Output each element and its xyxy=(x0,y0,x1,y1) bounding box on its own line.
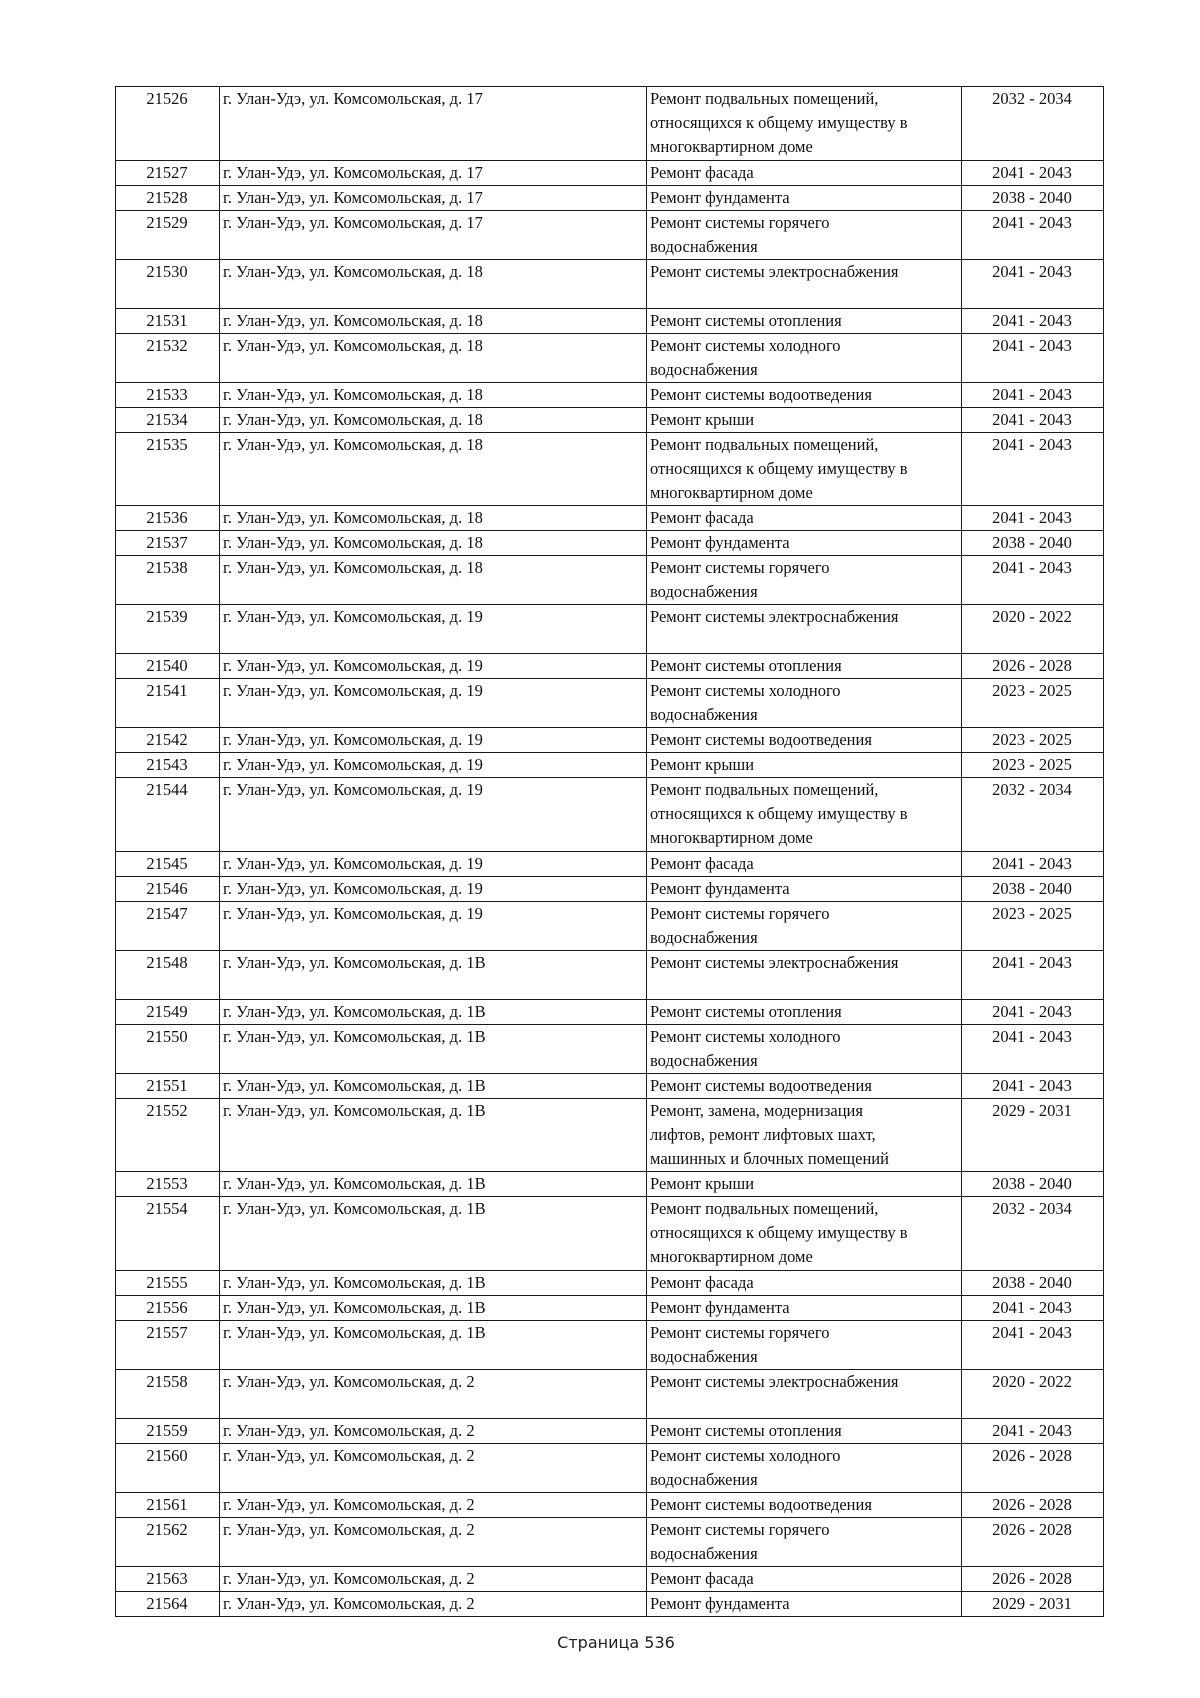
row-work-type: Ремонт фундамента xyxy=(647,1295,962,1320)
row-work-type: Ремонт системы горячего водоснабжения xyxy=(647,556,962,605)
row-number: 21539 xyxy=(116,605,220,654)
row-work-type: Ремонт системы электроснабжения xyxy=(647,950,962,999)
row-number: 21551 xyxy=(116,1073,220,1098)
row-period: 2041 - 2043 xyxy=(962,950,1104,999)
row-work-type: Ремонт системы горячего водоснабжения xyxy=(647,210,962,259)
row-number: 21543 xyxy=(116,753,220,778)
row-address: г. Улан-Удэ, ул. Комсомольская, д. 19 xyxy=(220,876,647,901)
table-row xyxy=(116,185,1104,210)
row-address: г. Улан-Удэ, ул. Комсомольская, д. 1В xyxy=(220,950,647,999)
row-period: 2038 - 2040 xyxy=(962,1270,1104,1295)
table-row xyxy=(116,1172,1104,1197)
row-address: г. Улан-Удэ, ул. Комсомольская, д. 2 xyxy=(220,1369,647,1418)
row-address: г. Улан-Удэ, ул. Комсомольская, д. 1В xyxy=(220,1024,647,1073)
row-period: 2026 - 2028 xyxy=(962,654,1104,679)
row-work-type: Ремонт крыши xyxy=(647,753,962,778)
row-number: 21535 xyxy=(116,432,220,506)
row-number: 21564 xyxy=(116,1591,220,1616)
row-work-type: Ремонт системы водоотведения xyxy=(647,1492,962,1517)
table-row xyxy=(116,654,1104,679)
row-period: 2038 - 2040 xyxy=(962,185,1104,210)
row-number: 21555 xyxy=(116,1270,220,1295)
row-number: 21528 xyxy=(116,185,220,210)
table-row xyxy=(116,1320,1104,1369)
row-number: 21540 xyxy=(116,654,220,679)
table-row xyxy=(116,950,1104,999)
row-work-type: Ремонт подвальных помещений, относящихся к общему имуществу в многоквартирном доме xyxy=(647,1197,962,1271)
table-row xyxy=(116,308,1104,333)
table-row xyxy=(116,728,1104,753)
row-number: 21544 xyxy=(116,778,220,852)
table-row xyxy=(116,1073,1104,1098)
row-address: г. Улан-Удэ, ул. Комсомольская, д. 2 xyxy=(220,1418,647,1443)
row-number: 21537 xyxy=(116,531,220,556)
row-address: г. Улан-Удэ, ул. Комсомольская, д. 18 xyxy=(220,531,647,556)
row-address: г. Улан-Удэ, ул. Комсомольская, д. 18 xyxy=(220,506,647,531)
table-row xyxy=(116,1443,1104,1492)
row-number: 21563 xyxy=(116,1566,220,1591)
table-row xyxy=(116,999,1104,1024)
row-address: г. Улан-Удэ, ул. Комсомольская, д. 1В xyxy=(220,1073,647,1098)
row-period: 2029 - 2031 xyxy=(962,1591,1104,1616)
row-number: 21531 xyxy=(116,308,220,333)
row-work-type: Ремонт системы холодного водоснабжения xyxy=(647,1024,962,1073)
row-address: г. Улан-Удэ, ул. Комсомольская, д. 2 xyxy=(220,1443,647,1492)
table-row xyxy=(116,1369,1104,1418)
row-period: 2041 - 2043 xyxy=(962,999,1104,1024)
row-work-type: Ремонт системы водоотведения xyxy=(647,1073,962,1098)
row-work-type: Ремонт системы водоотведения xyxy=(647,728,962,753)
row-period: 2041 - 2043 xyxy=(962,382,1104,407)
table-row xyxy=(116,210,1104,259)
row-address: г. Улан-Удэ, ул. Комсомольская, д. 17 xyxy=(220,210,647,259)
row-address: г. Улан-Удэ, ул. Комсомольская, д. 1В xyxy=(220,1295,647,1320)
table-row xyxy=(116,556,1104,605)
row-work-type: Ремонт фундамента xyxy=(647,531,962,556)
row-period: 2023 - 2025 xyxy=(962,901,1104,950)
table-row xyxy=(116,1197,1104,1271)
row-period: 2041 - 2043 xyxy=(962,1320,1104,1369)
row-address: г. Улан-Удэ, ул. Комсомольская, д. 18 xyxy=(220,333,647,382)
row-address: г. Улан-Удэ, ул. Комсомольская, д. 1В xyxy=(220,1320,647,1369)
row-period: 2041 - 2043 xyxy=(962,308,1104,333)
row-number: 21536 xyxy=(116,506,220,531)
row-work-type: Ремонт системы горячего водоснабжения xyxy=(647,1320,962,1369)
row-period: 2038 - 2040 xyxy=(962,531,1104,556)
table-row xyxy=(116,1492,1104,1517)
table-row xyxy=(116,160,1104,185)
table-row xyxy=(116,901,1104,950)
row-work-type: Ремонт фасада xyxy=(647,1566,962,1591)
row-number: 21550 xyxy=(116,1024,220,1073)
row-address: г. Улан-Удэ, ул. Комсомольская, д. 2 xyxy=(220,1591,647,1616)
table-row xyxy=(116,506,1104,531)
row-work-type: Ремонт системы отопления xyxy=(647,1418,962,1443)
row-period: 2032 - 2034 xyxy=(962,778,1104,852)
row-work-type: Ремонт системы водоотведения xyxy=(647,382,962,407)
row-number: 21556 xyxy=(116,1295,220,1320)
row-number: 21533 xyxy=(116,382,220,407)
row-work-type: Ремонт системы холодного водоснабжения xyxy=(647,1443,962,1492)
row-address: г. Улан-Удэ, ул. Комсомольская, д. 1В xyxy=(220,1098,647,1172)
row-address: г. Улан-Удэ, ул. Комсомольская, д. 1В xyxy=(220,999,647,1024)
row-address: г. Улан-Удэ, ул. Комсомольская, д. 2 xyxy=(220,1566,647,1591)
row-number: 21542 xyxy=(116,728,220,753)
row-period: 2041 - 2043 xyxy=(962,210,1104,259)
table-row xyxy=(116,1295,1104,1320)
row-period: 2032 - 2034 xyxy=(962,87,1104,161)
row-number: 21541 xyxy=(116,679,220,728)
row-period: 2032 - 2034 xyxy=(962,1197,1104,1271)
row-address: г. Улан-Удэ, ул. Комсомольская, д. 18 xyxy=(220,308,647,333)
row-work-type: Ремонт системы горячего водоснабжения xyxy=(647,1517,962,1566)
table-row xyxy=(116,259,1104,308)
row-work-type: Ремонт фасада xyxy=(647,1270,962,1295)
row-period: 2041 - 2043 xyxy=(962,333,1104,382)
row-address: г. Улан-Удэ, ул. Комсомольская, д. 18 xyxy=(220,259,647,308)
row-address: г. Улан-Удэ, ул. Комсомольская, д. 18 xyxy=(220,556,647,605)
row-work-type: Ремонт крыши xyxy=(647,407,962,432)
table-row xyxy=(116,382,1104,407)
row-work-type: Ремонт системы холодного водоснабжения xyxy=(647,679,962,728)
work-schedule-table xyxy=(115,86,1104,1617)
row-number: 21557 xyxy=(116,1320,220,1369)
table-row xyxy=(116,1024,1104,1073)
row-number: 21560 xyxy=(116,1443,220,1492)
table-row xyxy=(116,407,1104,432)
row-period: 2026 - 2028 xyxy=(962,1566,1104,1591)
row-period: 2041 - 2043 xyxy=(962,160,1104,185)
row-work-type: Ремонт фасада xyxy=(647,506,962,531)
page-number: Страница 536 xyxy=(557,1633,675,1652)
row-work-type: Ремонт системы горячего водоснабжения xyxy=(647,901,962,950)
row-address: г. Улан-Удэ, ул. Комсомольская, д. 2 xyxy=(220,1492,647,1517)
row-work-type: Ремонт системы электроснабжения xyxy=(647,259,962,308)
row-address: г. Улан-Удэ, ул. Комсомольская, д. 1В xyxy=(220,1172,647,1197)
row-work-type: Ремонт фундамента xyxy=(647,1591,962,1616)
row-address: г. Улан-Удэ, ул. Комсомольская, д. 18 xyxy=(220,432,647,506)
row-number: 21527 xyxy=(116,160,220,185)
row-work-type: Ремонт системы отопления xyxy=(647,654,962,679)
row-address: г. Улан-Удэ, ул. Комсомольская, д. 19 xyxy=(220,851,647,876)
row-period: 2041 - 2043 xyxy=(962,851,1104,876)
row-number: 21552 xyxy=(116,1098,220,1172)
row-number: 21532 xyxy=(116,333,220,382)
row-period: 2041 - 2043 xyxy=(962,1295,1104,1320)
table-row xyxy=(116,87,1104,161)
row-address: г. Улан-Удэ, ул. Комсомольская, д. 19 xyxy=(220,778,647,852)
row-work-type: Ремонт подвальных помещений, относящихся к общему имуществу в многоквартирном доме xyxy=(647,432,962,506)
table-row xyxy=(116,432,1104,506)
row-number: 21553 xyxy=(116,1172,220,1197)
table-row xyxy=(116,1270,1104,1295)
row-work-type: Ремонт фасада xyxy=(647,851,962,876)
row-number: 21559 xyxy=(116,1418,220,1443)
table-row xyxy=(116,605,1104,654)
row-number: 21530 xyxy=(116,259,220,308)
row-work-type: Ремонт системы холодного водоснабжения xyxy=(647,333,962,382)
row-work-type: Ремонт подвальных помещений, относящихся к общему имуществу в многоквартирном доме xyxy=(647,87,962,161)
row-period: 2023 - 2025 xyxy=(962,679,1104,728)
row-address: г. Улан-Удэ, ул. Комсомольская, д. 1В xyxy=(220,1197,647,1271)
table-row xyxy=(116,851,1104,876)
row-period: 2023 - 2025 xyxy=(962,753,1104,778)
row-period: 2041 - 2043 xyxy=(962,1073,1104,1098)
row-period: 2020 - 2022 xyxy=(962,1369,1104,1418)
table-row xyxy=(116,753,1104,778)
row-period: 2029 - 2031 xyxy=(962,1098,1104,1172)
row-period: 2026 - 2028 xyxy=(962,1443,1104,1492)
row-period: 2041 - 2043 xyxy=(962,1418,1104,1443)
row-address: г. Улан-Удэ, ул. Комсомольская, д. 18 xyxy=(220,407,647,432)
row-number: 21545 xyxy=(116,851,220,876)
row-work-type: Ремонт, замена, модернизация лифтов, ремонт лифтовых шахт, машинных и блочных помещений xyxy=(647,1098,962,1172)
row-number: 21526 xyxy=(116,87,220,161)
row-address: г. Улан-Удэ, ул. Комсомольская, д. 1В xyxy=(220,1270,647,1295)
row-address: г. Улан-Удэ, ул. Комсомольская, д. 19 xyxy=(220,605,647,654)
table-row xyxy=(116,1098,1104,1172)
row-period: 2041 - 2043 xyxy=(962,259,1104,308)
row-address: г. Улан-Удэ, ул. Комсомольская, д. 19 xyxy=(220,753,647,778)
row-address: г. Улан-Удэ, ул. Комсомольская, д. 19 xyxy=(220,728,647,753)
row-period: 2026 - 2028 xyxy=(962,1492,1104,1517)
table-body xyxy=(116,87,1104,1617)
row-work-type: Ремонт крыши xyxy=(647,1172,962,1197)
row-period: 2041 - 2043 xyxy=(962,1024,1104,1073)
row-work-type: Ремонт системы электроснабжения xyxy=(647,1369,962,1418)
row-work-type: Ремонт подвальных помещений, относящихся к общему имуществу в многоквартирном доме xyxy=(647,778,962,852)
row-number: 21549 xyxy=(116,999,220,1024)
row-period: 2020 - 2022 xyxy=(962,605,1104,654)
row-work-type: Ремонт системы электроснабжения xyxy=(647,605,962,654)
table-row xyxy=(116,876,1104,901)
row-address: г. Улан-Удэ, ул. Комсомольская, д. 17 xyxy=(220,185,647,210)
table-row xyxy=(116,679,1104,728)
row-number: 21562 xyxy=(116,1517,220,1566)
row-period: 2038 - 2040 xyxy=(962,876,1104,901)
row-number: 21529 xyxy=(116,210,220,259)
row-number: 21558 xyxy=(116,1369,220,1418)
row-work-type: Ремонт системы отопления xyxy=(647,308,962,333)
row-address: г. Улан-Удэ, ул. Комсомольская, д. 2 xyxy=(220,1517,647,1566)
row-work-type: Ремонт фундамента xyxy=(647,876,962,901)
table-row xyxy=(116,531,1104,556)
row-period: 2038 - 2040 xyxy=(962,1172,1104,1197)
row-number: 21534 xyxy=(116,407,220,432)
row-address: г. Улан-Удэ, ул. Комсомольская, д. 19 xyxy=(220,679,647,728)
row-work-type: Ремонт системы отопления xyxy=(647,999,962,1024)
row-number: 21547 xyxy=(116,901,220,950)
row-number: 21546 xyxy=(116,876,220,901)
row-period: 2041 - 2043 xyxy=(962,432,1104,506)
table-row xyxy=(116,778,1104,852)
row-number: 21554 xyxy=(116,1197,220,1271)
row-number: 21561 xyxy=(116,1492,220,1517)
table-row xyxy=(116,1566,1104,1591)
row-period: 2041 - 2043 xyxy=(962,506,1104,531)
row-work-type: Ремонт фундамента xyxy=(647,185,962,210)
row-period: 2041 - 2043 xyxy=(962,556,1104,605)
row-work-type: Ремонт фасада xyxy=(647,160,962,185)
row-period: 2041 - 2043 xyxy=(962,407,1104,432)
row-address: г. Улан-Удэ, ул. Комсомольская, д. 17 xyxy=(220,160,647,185)
row-number: 21548 xyxy=(116,950,220,999)
row-number: 21538 xyxy=(116,556,220,605)
table-row xyxy=(116,1418,1104,1443)
row-address: г. Улан-Удэ, ул. Комсомольская, д. 17 xyxy=(220,87,647,161)
row-period: 2023 - 2025 xyxy=(962,728,1104,753)
row-period: 2026 - 2028 xyxy=(962,1517,1104,1566)
table-row xyxy=(116,1591,1104,1616)
table-row xyxy=(116,333,1104,382)
row-address: г. Улан-Удэ, ул. Комсомольская, д. 18 xyxy=(220,382,647,407)
row-address: г. Улан-Удэ, ул. Комсомольская, д. 19 xyxy=(220,654,647,679)
table-row xyxy=(116,1517,1104,1566)
row-address: г. Улан-Удэ, ул. Комсомольская, д. 19 xyxy=(220,901,647,950)
